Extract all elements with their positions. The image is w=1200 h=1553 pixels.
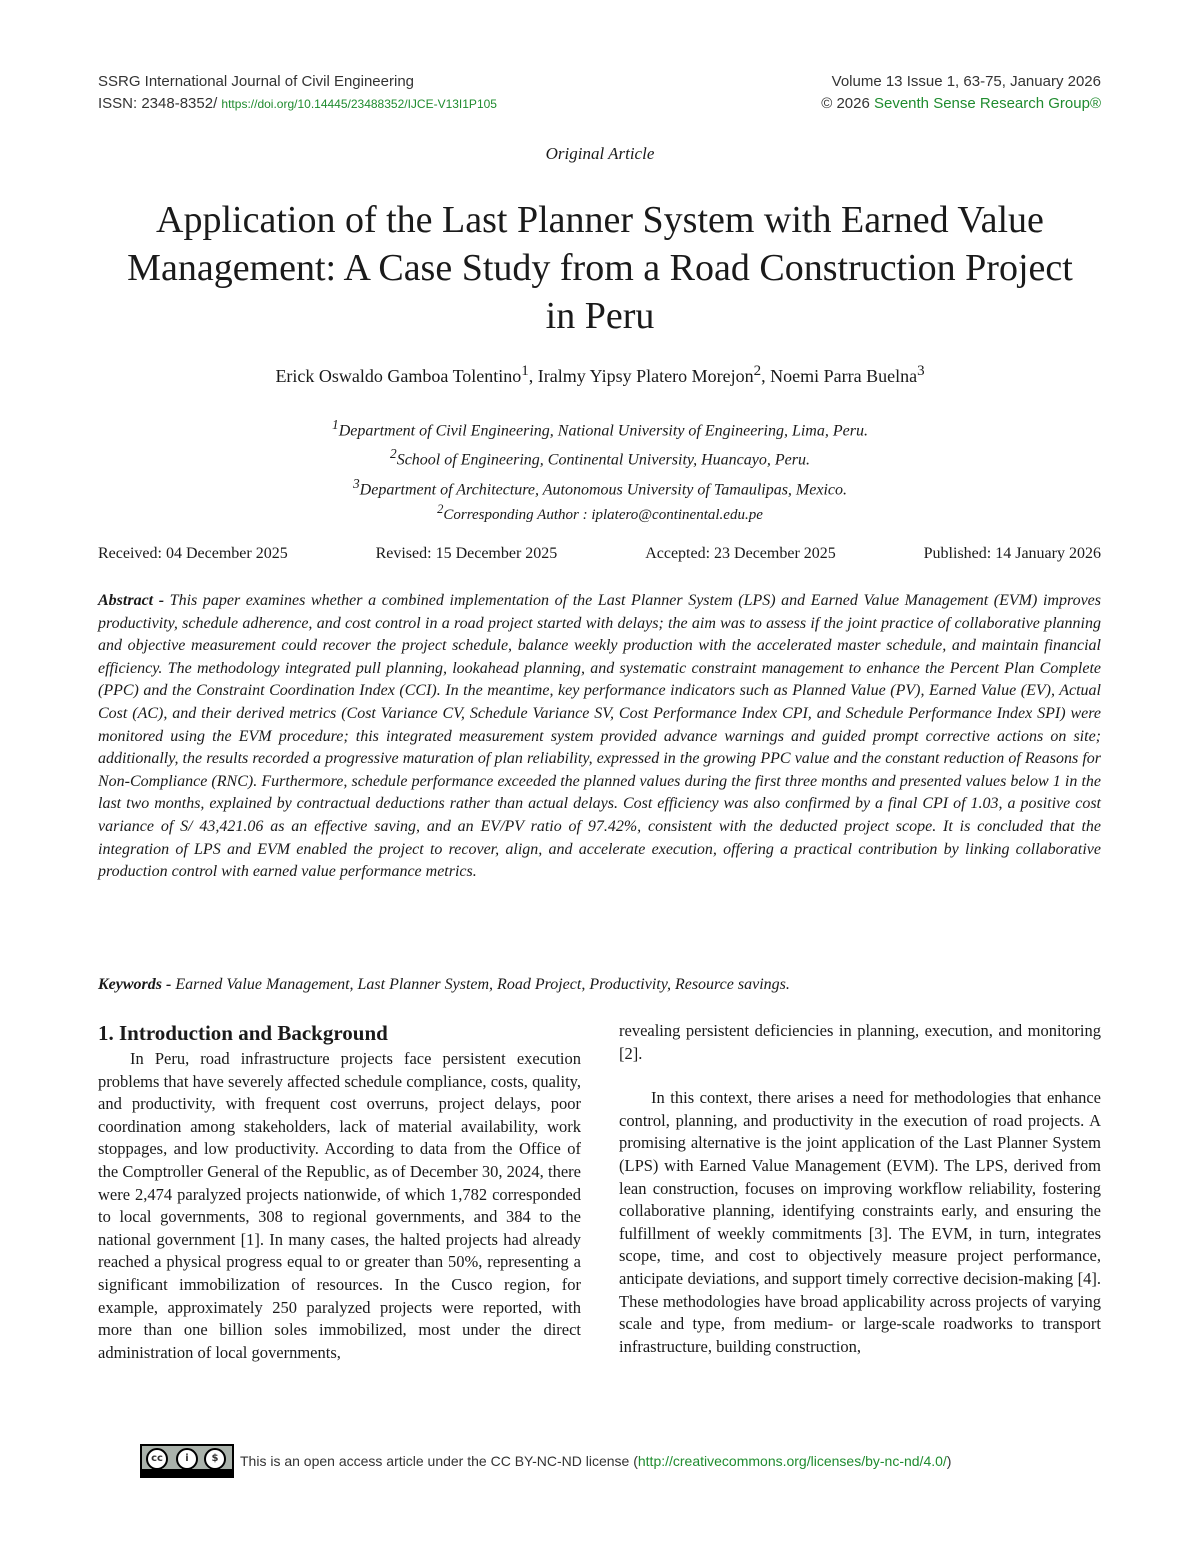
accepted-date: Accepted: 23 December 2025 (645, 545, 836, 562)
publication-dates (98, 545, 1101, 563)
copyright: © 2026 (821, 95, 874, 112)
corresponding-author (0, 502, 1200, 524)
affiliation-sup: 1 (332, 417, 339, 432)
left-column (98, 1020, 581, 1364)
right-column (619, 1020, 1101, 1358)
license-text: This is an open access article under the CC BY-NC-ND license ( (240, 1453, 638, 1469)
issn: ISSN: 2348-8352/ (98, 95, 222, 112)
paragraph-continued: revealing persistent deficiencies in planning, execution, and monitoring [2]. (619, 1021, 1101, 1063)
affiliation-text: Department of Civil Engineering, National University of Engineering, Lima, Peru. (338, 422, 868, 440)
publisher-link[interactable]: Seventh Sense Research Group® (873, 95, 1101, 112)
author-name: Erick Oswaldo Gamboa Tolentino (275, 366, 522, 386)
paper-title: Application of the Last Planner System with Earned Value Management: A Case Study from a Road Construction Project in Peru (127, 199, 1073, 337)
keywords (98, 976, 1101, 994)
by-icon: i (176, 1448, 198, 1470)
affiliation-sup: 3 (352, 475, 360, 491)
license-close: ) (946, 1453, 952, 1469)
cc-license-icon (140, 1444, 234, 1478)
abstract-label: Abstract - (98, 592, 170, 609)
section-heading: 1. Introduction and Background (98, 1021, 388, 1045)
revised-date: Revised: 15 December 2025 (375, 545, 558, 562)
article-type: Original Article (545, 144, 655, 163)
author-name: Iralmy Yipsy Platero Morejon (537, 366, 754, 386)
copyright-line (821, 93, 1101, 115)
issue-header (821, 71, 1101, 115)
nc-icon: $ (204, 1448, 226, 1470)
affiliations (0, 413, 1200, 501)
corresponding-sup: 2 (437, 502, 444, 516)
abstract (98, 590, 1101, 884)
author-name: Noemi Parra Buelna (770, 366, 918, 386)
license-footer (140, 1444, 951, 1478)
cc-icon: cc (146, 1448, 168, 1470)
paragraph: In this context, there arises a need for methodologies that enhance control, planning, and productivity in the execution of road projects. A promising alternative is the joint application of the Last Planner System (LPS) with Earned Value Management (EVM). The LPS, derived from lean construction, focuses on improving workflow reliability, fostering collaborative planning, identifying constraints early, and ensuring the fulfillment of weekly commitments [3]. The EVM, in turn, integrates scope, time, and cost to objectively measure project performance, anticipate deviations, and support timely corrective decision-making [4]. These methodologies have broad applicability across projects of varying scale and type, from medium- or large-scale roadworks to transport infrastructure, building construction, (619, 1088, 1101, 1356)
author-sup: 2 (753, 363, 762, 379)
issn-line (98, 93, 497, 115)
author-list: Erick Oswaldo Gamboa Tolentino$^1$, Iralmy Yipsy Platero Morejon$^2$, Noemi Parra Buelna$^3$ (275, 363, 925, 386)
corresponding-text: Corresponding Author : iplatero@continental.edu.pe (443, 507, 763, 523)
keywords-label: Keywords - (98, 976, 176, 993)
affiliation-sup: 2 (390, 446, 397, 462)
paragraph: In Peru, road infrastructure projects face persistent execution problems that have severely affected schedule compliance, costs, quality, and productivity, with frequent cost overruns, project delays, poor coordination among stakeholders, lack of material availability, work stoppages, and low productivity. According to data from the Office of the Comptroller General of the Republic, as of December 30, 2024, there were 2,474 paralyzed projects nationwide, of which 1,782 corresponded to local governments, 308 to regional governments, and 384 to the national government [1]. In many cases, the halted projects had already reached a physical progress equal to or greater than 50%, representing a significant immobilization of resources. In the Cusco region, for example, approximately 250 paralyzed projects were reported, with more than one billion soles immobilized, most under the direct administration of local governments, (98, 1049, 581, 1362)
author-sup: 1 (521, 363, 529, 379)
cc-strip (142, 1469, 232, 1476)
affiliation (0, 413, 1200, 442)
keywords-text: Earned Value Management, Last Planner System, Road Project, Productivity, Resource savings. (175, 976, 790, 993)
abstract-text: This paper examines whether a combined implementation of the Last Planner System (LPS) and Earned Value Management (EVM) improves productivity, schedule adherence, and cost control in a road project started with delays; the aim was to assess if the joint practice of collaborative planning and objective measurement could recover the project schedule, balance weekly production with the accelerated master schedule, and maintain financial efficiency. The methodology integrated pull planning, lookahead planning, and systematic constraint management to enhance the Percent Plan Complete (PPC) and the Constraint Coordination Index (CCI). In the meantime, key performance indicators such as Planned Value (PV), Earned Value (EV), Actual Cost (AC), and their derived metrics (Cost Variance CV, Schedule Variance SV, Cost Performance Index CPI, and Schedule Performance Index SPI) were monitored using the EVM procedure; this integrated measurement system provided advance warnings and guided prompt corrective actions on site; additionally, the results recorded a progressive maturation of plan reliability, expressed in the growing PPC value and the constant reduction of Reasons for Non-Compliance (RNC). Furthermore, schedule performance exceeded the planned values during the first three months and presented values below 1 in the last two months, explained by contractual deductions rather than actual delays. Cost efficiency was also confirmed by a final CPI of 1.03, a positive cost variance of S/ 43,421.06 as an effective saving, and an EV/PV ratio of 97.42%, consistent with the deducted project scope. It is concluded that the integration of LPS and EVM enabled the project to recover, align, and accelerate execution, offering a practical contribution by linking collaborative production control with earned value performance metrics. (98, 592, 1101, 881)
journal-header (98, 71, 497, 115)
received-date: Received: 04 December 2025 (98, 545, 288, 562)
published-date: Published: 14 January 2026 (923, 545, 1101, 562)
affiliation-text: School of Engineering, Continental University, Huancayo, Peru. (396, 451, 810, 469)
volume-info: Volume 13 Issue 1, 63-75, January 2026 (831, 73, 1101, 90)
author-sup: 3 (917, 363, 925, 379)
license-link[interactable]: http://creativecommons.org/licenses/by-nc-nd/4.0/ (637, 1453, 947, 1469)
doi-link[interactable]: https://doi.org/10.14445/23488352/IJCE-V13I1P105 (221, 97, 497, 111)
affiliation (0, 442, 1200, 471)
affiliation-text: Department of Architecture, Autonomous University of Tamaulipas, Mexico. (359, 480, 848, 498)
affiliation (0, 472, 1200, 501)
journal-name: SSRG International Journal of Civil Engineering (98, 73, 415, 90)
